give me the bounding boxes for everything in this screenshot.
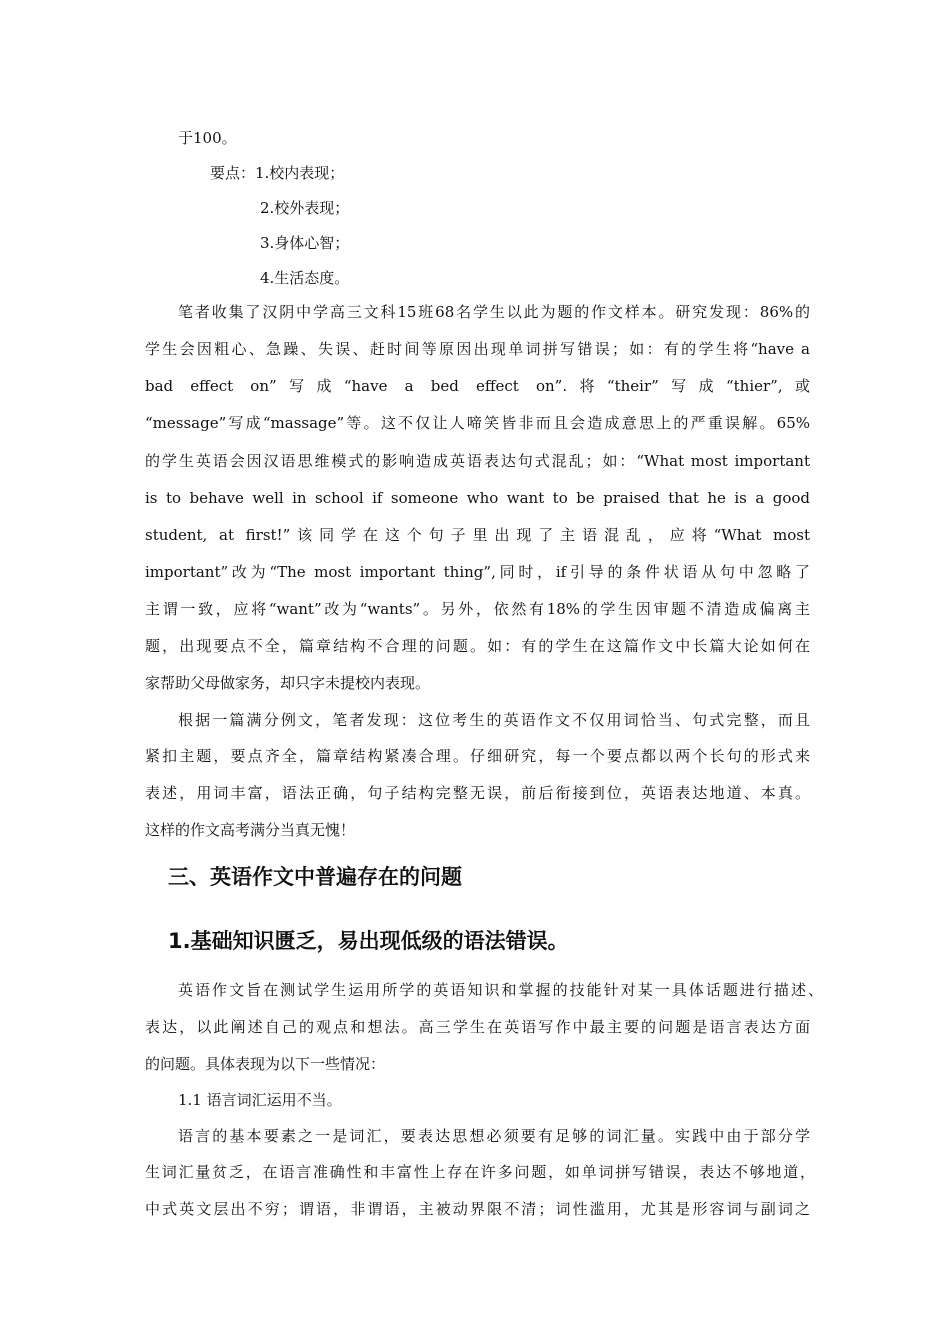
text-line: 表述，用词丰富，语法正确，句子结构完整无误，前后衔接到位，英语表达地道、本真。 xyxy=(145,784,810,802)
text-line: important”改为“The most important thing”,同时，if引导的条件状语从句中忽略了 xyxy=(145,563,810,581)
text-line: 于100。 xyxy=(178,129,237,147)
text-line: 题，出现要点不全，篇章结构不合理的问题。如：有的学生在这篇作文中长篇大论如何在 xyxy=(145,637,810,655)
text-line: 紧扣主题，要点齐全，篇章结构紧凑合理。仔细研究，每一个要点都以两个长句的形式来 xyxy=(145,747,810,765)
text-line: 3.身体心智； xyxy=(260,234,350,252)
text-line: 要点：1.校内表现； xyxy=(210,164,345,182)
text-line: 主谓一致，应将“want”改为“wants”。另外，依然有18%的学生因审题不清造成偏离主 xyxy=(145,600,810,618)
text-line: 英语作文旨在测试学生运用所学的英语知识和掌握的技能针对某一具体话题进行描述、 xyxy=(178,981,823,999)
text-line: is to behave well in school if someone who want to be praised that he is a good xyxy=(145,489,810,507)
text-line: 中式英文层出不穷；谓语，非谓语，主被动界限不清；词性滥用，尤其是形容词与副词之 xyxy=(145,1200,810,1218)
text-line: 根据一篇满分例文，笔者发现：这位考生的英语作文不仅用词恰当、句式完整，而且 xyxy=(178,711,810,729)
text-line: 4.生活态度。 xyxy=(260,269,350,287)
text-line: 1.1 语言词汇运用不当。 xyxy=(178,1091,342,1109)
text-line: 的学生英语会因汉语思维模式的影响造成英语表达句式混乱；如：“What most important xyxy=(145,452,810,470)
text-line: 的问题。具体表现为以下一些情况： xyxy=(145,1055,386,1073)
text-line: student, at first!”该同学在这个句子里出现了主语混乱，应将“What most xyxy=(145,526,810,544)
text-line: 这样的作文高考满分当真无愧！ xyxy=(145,821,356,839)
subsection-heading: 1.基础知识匮乏，易出现低级的语法错误。 xyxy=(168,929,569,953)
section-heading: 三、英语作文中普遍存在的问题 xyxy=(168,865,462,889)
text-line: 家帮助父母做家务，却只字未提校内表现。 xyxy=(145,674,431,692)
text-line: 语言的基本要素之一是词汇，要表达思想必须要有足够的词汇量。实践中由于部分学 xyxy=(178,1127,810,1145)
text-line: “message”写成“massage”等。这不仅让人啼笑皆非而且会造成意思上的严重误解。65% xyxy=(145,414,810,432)
text-line: 笔者收集了汉阴中学高三文科15班68名学生以此为题的作文样本。研究发现：86%的 xyxy=(178,303,810,321)
text-line: 生词汇量贫乏，在语言准确性和丰富性上存在许多问题，如单词拼写错误，表达不够地道， xyxy=(145,1163,815,1181)
text-line: 学生会因粗心、急躁、失误、赶时间等原因出现单词拼写错误；如：有的学生将“have a xyxy=(145,340,810,358)
text-line: 表达，以此阐述自己的观点和想法。高三学生在英语写作中最主要的问题是语言表达方面 xyxy=(145,1018,810,1036)
text-line: bad effect on”写成“have a bed effect on”.将“their”写成“thier”,或 xyxy=(145,377,810,395)
text-line: 2.校外表现； xyxy=(260,199,350,217)
